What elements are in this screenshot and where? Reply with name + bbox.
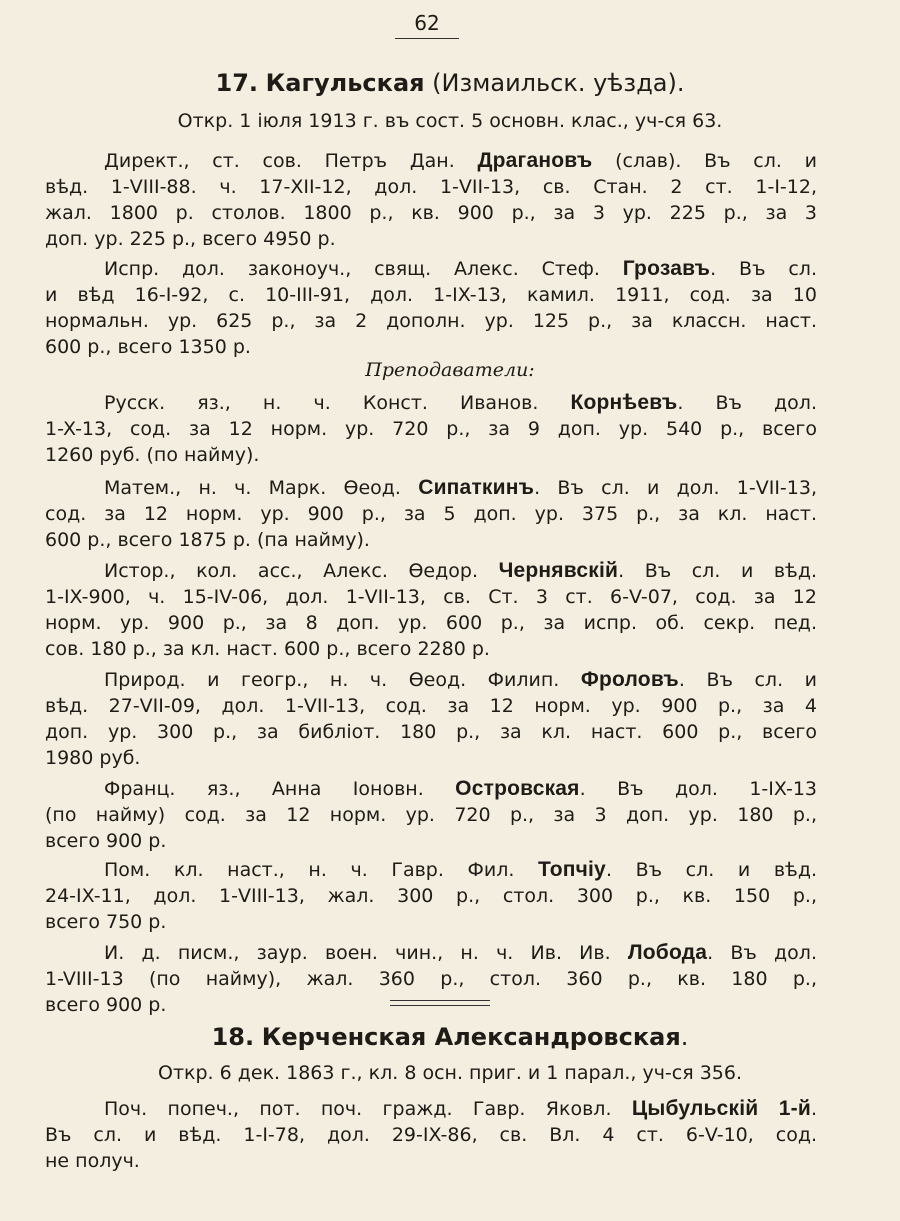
entry-line: (по найму) сод. за 12 норм. ур. 720 р., за 3 доп. ур. 180 р., [45,804,817,826]
entry-line: не получ. [45,1150,140,1172]
section-18-name: Керченская Александровская [261,1023,681,1051]
entry-line: вѣд. 1-VIII-88. ч. 17-XII-12, дол. 1-VII-13, св. Стан. 2 ст. 1-I-12, [45,176,817,198]
teachers-heading: Преподаватели: [365,359,535,381]
person-name: Чернявскій [498,559,619,582]
entry-line: Матем., н. ч. Марк. Ѳеод. Сипаткинъ. Въ сл. и дол. 1-VII-13, [104,476,817,499]
entry-line: Франц. яз., Анна Іоновн. Островская. Въ дол. 1-IX-13 [104,777,817,800]
person-name: Островская [455,777,580,800]
entry-line: Поч. попеч., пот. поч. гражд. Гавр. Яковл. Цыбульскій 1-й. [104,1097,817,1120]
entry-line: всего 900 р. [45,994,167,1016]
section-divider [390,1000,490,1006]
entry-line: сод. за 12 норм. ур. 900 р., за 5 доп. ур. 375 р., за кл. наст. [45,503,817,525]
person-name: Корнѣевъ [570,391,678,414]
entry-line: всего 750 р. [45,911,167,933]
person-name: Драгановъ [477,149,593,172]
entry-line: Пом. кл. наст., н. ч. Гавр. Фил. Топчіу. Въ сл. и вѣд. [104,858,818,881]
section-18-heading [0,1022,900,1052]
entry-line: 1260 руб. (по найму). [45,444,260,466]
entry-line: нормальн. ур. 625 р., за 2 дополн. ур. 125 р., за классн. наст. [45,310,817,332]
page-number: 62 [414,11,440,35]
section-18-opened: Откр. 6 дек. 1863 г., кл. 8 осн. приг. и 1 парал., уч-ся 356. [157,1062,743,1084]
person-name: Фроловъ [580,668,679,691]
section-17-opened: Откр. 1 іюля 1913 г. въ сост. 5 основн. клас., уч-ся 63. [177,110,723,132]
entry-line: 1980 руб. [45,747,141,769]
entry-line: вѣд. 27-VII-09, дол. 1-VII-13, сод. за 12 норм. ур. 900 р., за 4 [45,695,817,717]
entry-line: Природ. и геогр., н. ч. Ѳеод. Филип. Фроловъ. Въ сл. и [104,668,817,691]
entry-line: Испр. дол. законоуч., свящ. Алекс. Стеф. Грозавъ. Въ сл. [104,257,817,280]
person-name: Грозавъ [622,257,711,280]
entry-line: 1-X-13, сод. за 12 норм. ур. 720 р., за 9 доп. ур. 540 р., всего [45,418,817,440]
entry-line: 600 р., всего 1350 р. [45,336,251,358]
entry-line: и вѣд 16-I-92, с. 10-III-91, дол. 1-IX-13, камил. 1911, сод. за 10 [45,284,817,306]
entry-line: всего 900 р. [45,830,167,852]
entry-line: 1-IX-900, ч. 15-IV-06, дол. 1-VII-13, св. Ст. 3 ст. 6-V-07, сод. за 12 [45,586,817,608]
person-name: Топчіу [538,858,606,881]
person-name: Сипаткинъ [418,476,535,499]
entry-line: Русск. яз., н. ч. Конст. Иванов. Корнѣевъ. Въ дол. [104,391,817,414]
section-18-number: 18. [211,1023,255,1051]
entry-line: сов. 180 р., за кл. наст. 600 р., всего 2280 р. [45,638,490,660]
entry-line: доп. ур. 225 р., всего 4950 р. [45,228,336,250]
entry-line: Директ., ст. сов. Петръ Дан. Драгановъ (слав). Въ сл. и [104,149,817,172]
section-17-heading [0,68,900,98]
entry-line: 600 р., всего 1875 р. (па найму). [45,529,370,551]
entry-line: доп. ур. 300 р., за библіот. 180 р., за кл. наст. 600 р., всего [45,721,817,743]
person-name: Цыбульскій 1-й [631,1097,811,1120]
entry-line: И. д. писм., заур. воен. чин., н. ч. Ив. Ив. Лобода. Въ дол. [104,941,817,964]
entry-line: 1-VIII-13 (по найму), жал. 360 р., стол. 360 р., кв. 180 р., [45,968,817,990]
entry-line: 24-IX-11, дол. 1-VIII-13, жал. 300 р., стол. 300 р., кв. 150 р., [45,885,817,907]
section-17-district: (Измаильск. уѣзда). [424,69,685,97]
entry-line: Истор., кол. асс., Алекс. Ѳедор. Чернявскій. Въ сл. и вѣд. [104,559,818,582]
section-17-name: Кагульская [265,69,425,97]
entry-line: жал. 1800 р. столов. 1800 р., кв. 900 р., за 3 ур. 225 р., за 3 [45,202,817,224]
section-17-number: 17. [215,69,259,97]
section-18-suffix: . [680,1023,689,1051]
entry-line: Въ сл. и вѣд. 1-I-78, дол. 29-IX-86, св. Вл. 4 ст. 6-V-10, сод. [45,1124,817,1146]
person-name: Лобода [627,941,708,964]
entry-line: норм. ур. 900 р., за 8 доп. ур. 600 р., за испр. об. секр. пед. [45,612,817,634]
page-number-rule [395,38,459,39]
